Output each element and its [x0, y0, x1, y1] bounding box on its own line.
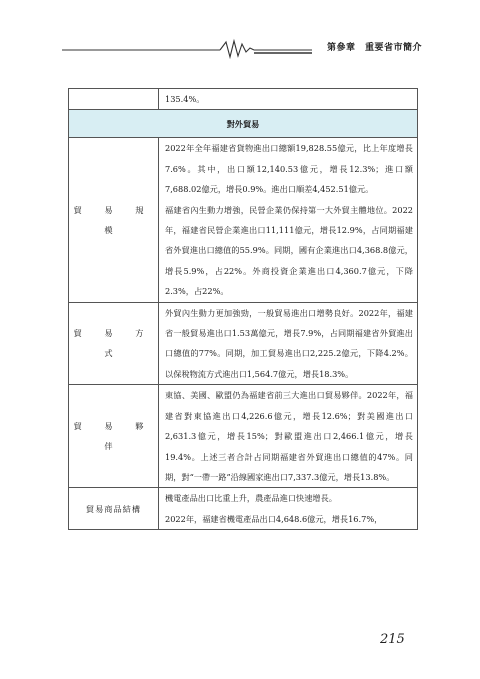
running-header [62, 38, 422, 60]
section-header-row [69, 110, 418, 138]
row-content: 135.4%。 [159, 89, 418, 110]
paragraph: 機電產品出口比重上升，農產品進口快速增長。 [165, 493, 337, 504]
row-label: 貿 易 規 模 [69, 138, 159, 302]
row-label-empty [69, 89, 159, 110]
chapter-title: 第參章 重要省市簡介 [323, 40, 422, 53]
row-content [159, 385, 418, 488]
row-content [159, 138, 418, 302]
paragraph: 福建省內生動力增強，民營企業仍保持第一大外貿主體地位。2022年，福建省民營企業進出口11,111億元，增長12.9%，占同期福建省外貿進出口總值的55.9%。同期，國有企業進出口4,368.8億元，增長5.9%，占22%。外商投資企業進出口4,360.7億元，下降2.3%，占22%。 [165, 204, 413, 297]
heartbeat-line-icon [62, 38, 312, 60]
table-row [69, 488, 418, 530]
page-number: 215 [380, 632, 405, 647]
row-label: 貿易商品結構 [69, 488, 159, 530]
section-title: 對外貿易 [69, 110, 418, 138]
table-row [69, 89, 418, 110]
row-label: 貿 易 方 式 [69, 302, 159, 385]
row-content [159, 488, 418, 530]
paragraph: 東協、美國、歐盟仍為福建省前三大進出口貿易夥伴。2022年，福建省對東協進出口4,226.6億元，增長12.6%；對美國進出口2,631.3億元，增長15%；對歐盟進出口2,466.1億元，增長19.4%。上述三者合計占同期福建省外貿進出口總值的47%。同期，對“一帶一路”沿線國家進出口7,337.3億元，增長13.8%。 [165, 390, 413, 482]
paragraph: 2022年，福建省機電產品出口4,648.6億元，增長16.7%， [165, 513, 383, 524]
paragraph: 外貿內生動力更加強勁，一般貿易進出口增勢良好。2022年，福建省一般貿易進出口1.53萬億元，增長7.9%，占同期福建省外貿進出口總值的77%。同期，加工貿易進出口2,225.2億元，下降4.2%。以保稅物流方式進出口1,564.7億元，增長18.3%。 [165, 307, 413, 379]
table-row [69, 385, 418, 488]
row-content [159, 302, 418, 385]
paragraph: 2022年全年福建省貨物進出口總額19,828.55億元，比上年度增長7.6%。其中，出口額12,140.53億元，增長12.3%；進口額7,688.02億元，增長0.9%。進出口順差4,452.51億元。 [165, 143, 413, 195]
table-row [69, 302, 418, 385]
foreign-trade-table [68, 88, 418, 530]
row-label: 貿 易 夥 伴 [69, 385, 159, 488]
table-row [69, 138, 418, 302]
